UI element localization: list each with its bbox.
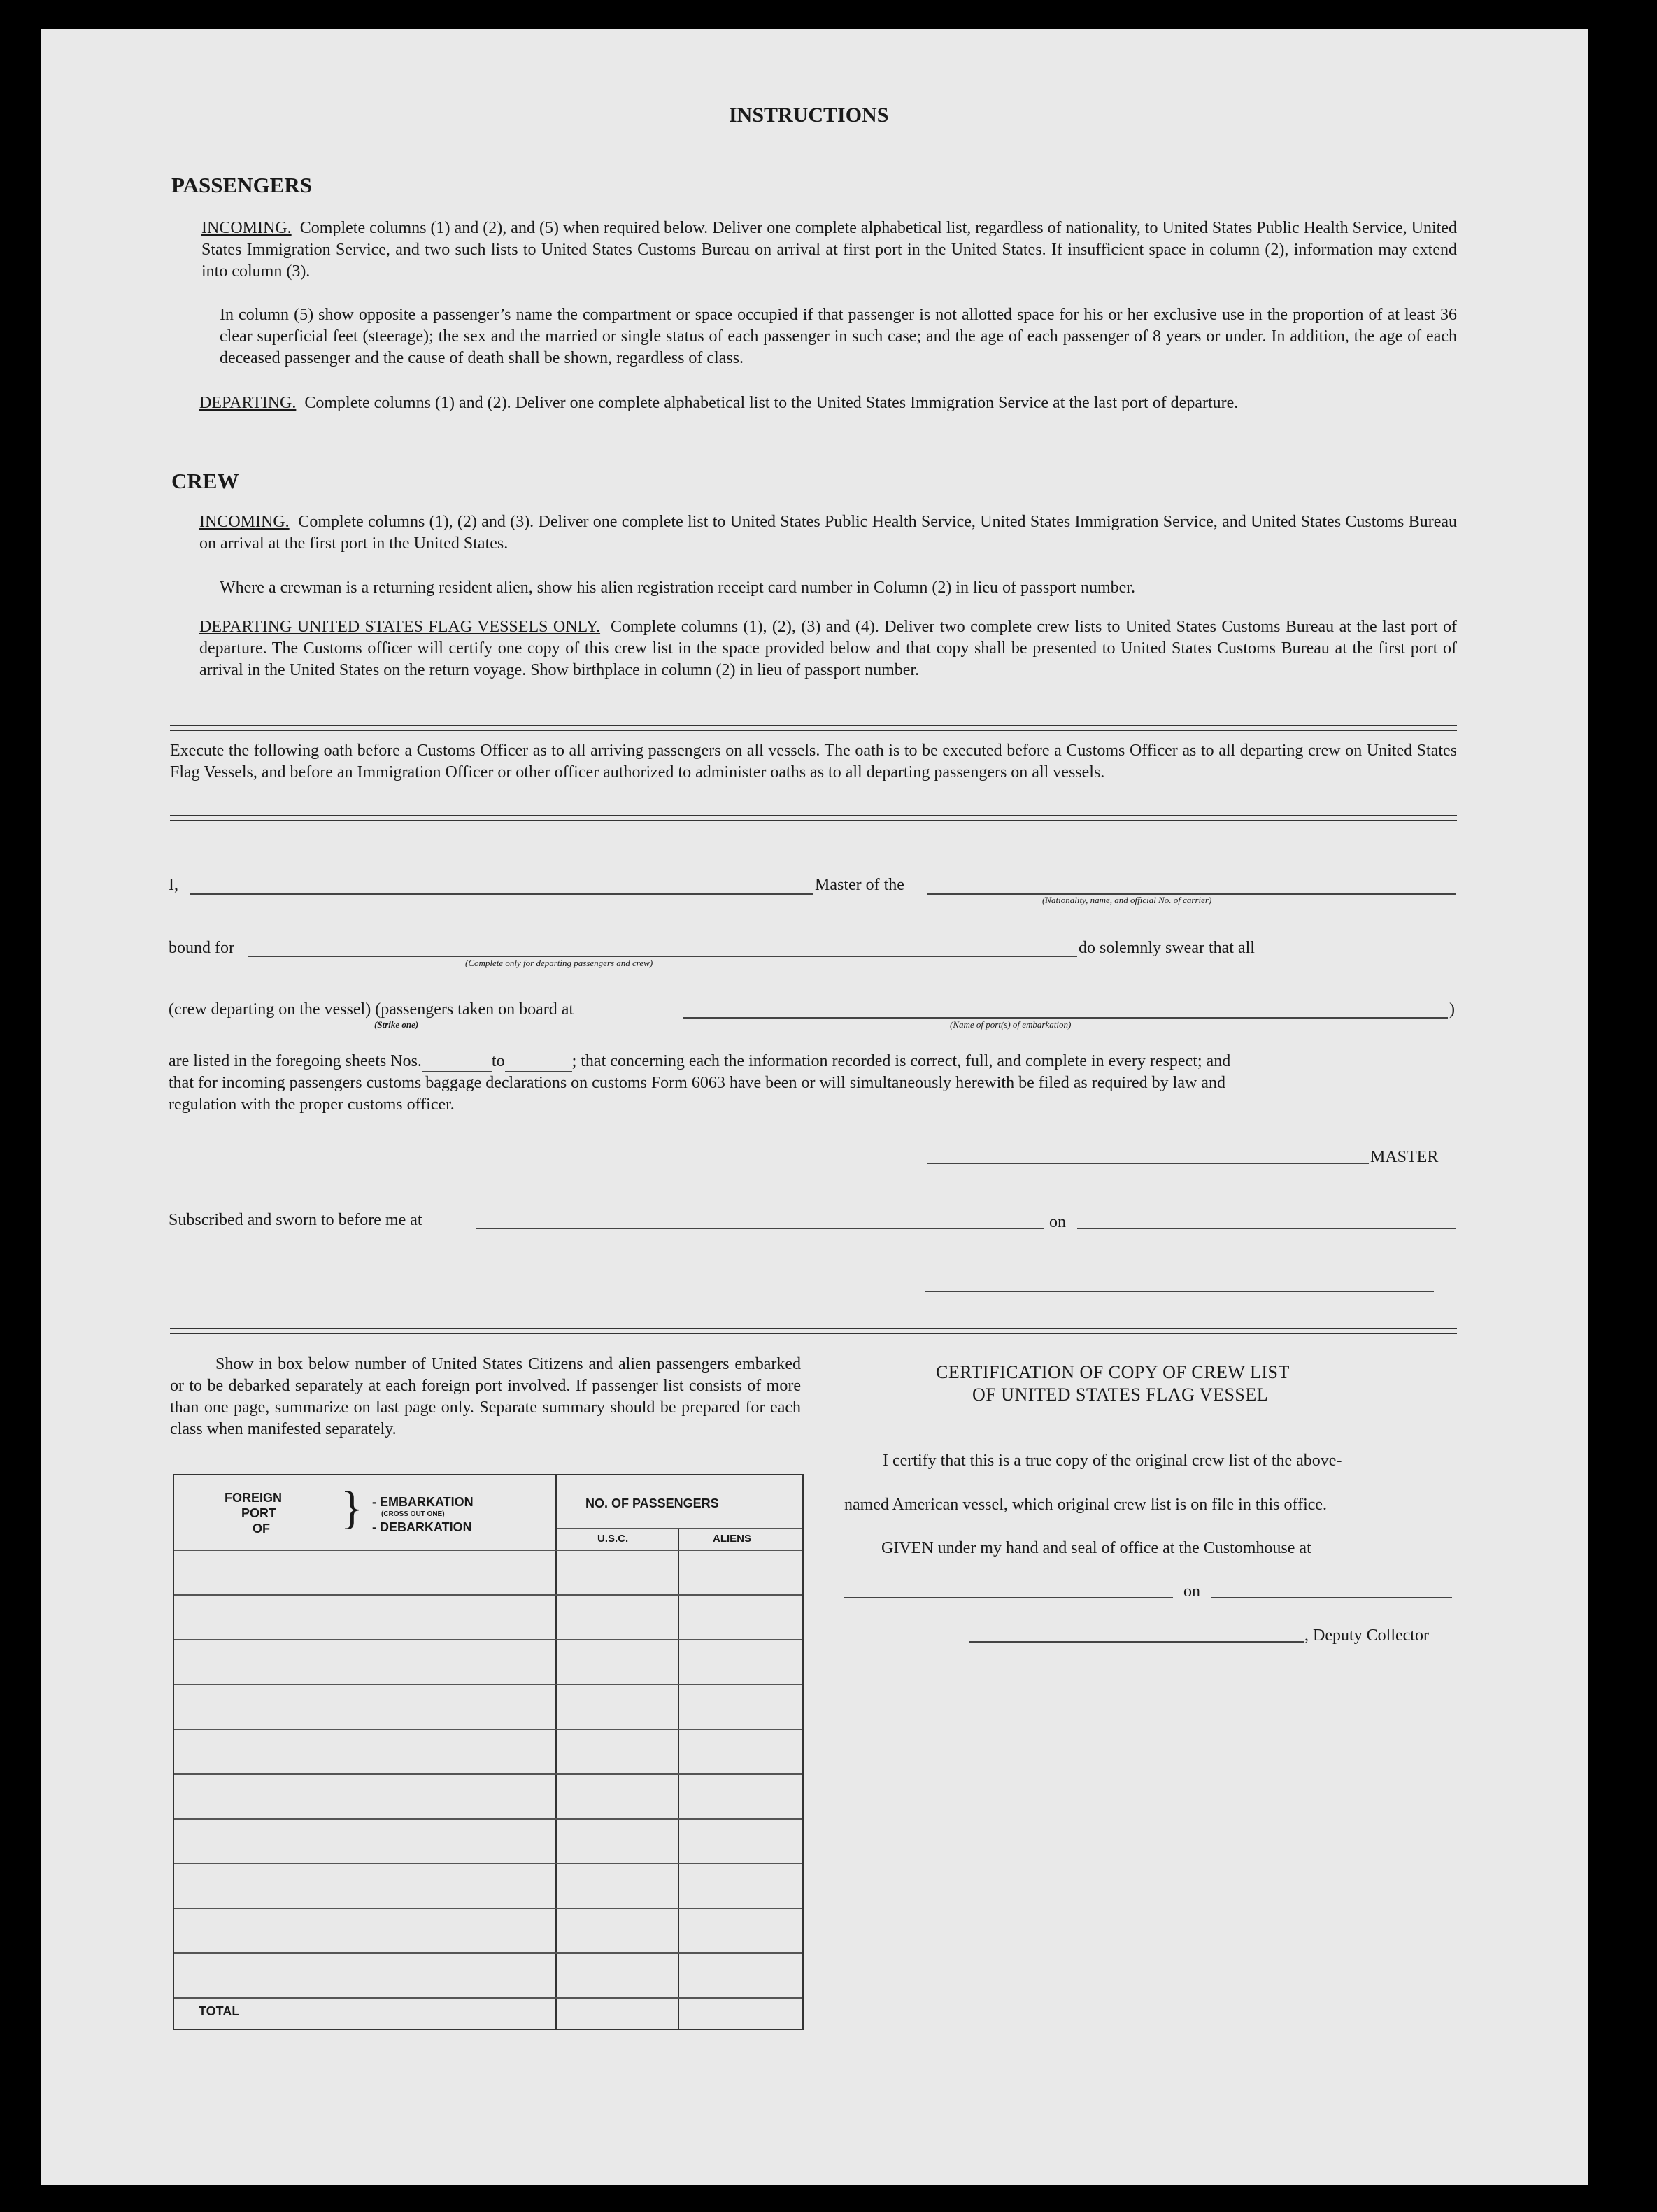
aliens-header: ALIENS xyxy=(713,1533,752,1545)
table-row[interactable] xyxy=(174,1639,802,1640)
table-row[interactable] xyxy=(174,1773,802,1775)
embarkation-port-line[interactable] xyxy=(683,1017,1448,1019)
subscribed-on-label: on xyxy=(1049,1213,1066,1231)
strike-one-caption: (Strike one) xyxy=(374,1019,419,1030)
oath-line2: that for incoming passengers customs baggage declarations on customs Form 6063 have been or will simultaneously herewith be filed as required by law and xyxy=(169,1074,1225,1092)
crew-resident-paragraph: Where a crewman is a returning resident alien, show his alien registration receipt card number in Column (2) in lieu of passport number. xyxy=(220,579,1135,597)
table-row[interactable] xyxy=(174,1908,802,1909)
oath-line3: regulation with the proper customs officer. xyxy=(169,1096,455,1114)
table-row[interactable] xyxy=(174,1684,802,1685)
table-row[interactable] xyxy=(174,1818,802,1820)
table-row[interactable] xyxy=(174,1550,802,1551)
no-passengers-header: NO. OF PASSENGERS xyxy=(585,1496,719,1510)
cross-out-caption: (CROSS OUT ONE) xyxy=(381,1510,445,1518)
crew-incoming-label: INCOMING. xyxy=(199,513,290,531)
master-signature-line[interactable] xyxy=(927,1163,1369,1164)
subscribed-label: Subscribed and sworn to before me at xyxy=(169,1211,422,1229)
passengers-incoming-label: INCOMING. xyxy=(201,219,292,237)
passengers-departing-paragraph xyxy=(199,392,1457,414)
sheet-to-field[interactable] xyxy=(505,1052,572,1072)
swear-text: do solemnly swear that all xyxy=(1079,939,1255,957)
page-title: INSTRUCTIONS xyxy=(729,104,889,127)
divider-rule xyxy=(170,725,1457,726)
table-row[interactable] xyxy=(174,1863,802,1864)
table-row[interactable] xyxy=(174,1997,802,1999)
embarkation-label: - EMBARKATION xyxy=(372,1495,474,1509)
passengers-column5-paragraph: In column (5) show opposite a passenger’s name the compartment or space occupied if that passenger is not allotted space for his or her exclusive use in the proportion of at least 36 clear superficial feet (steerage); the sex and the married or single status of each passenger in such case; and the age of each passenger of 8 years or under. In addition, the age of each deceased passenger and the cause of death shall be shown, regardless of class. xyxy=(220,306,1457,367)
passenger-summary-table xyxy=(173,1474,804,2030)
bound-for-line[interactable] xyxy=(248,956,1077,957)
certification-title-line1: CERTIFICATION OF COPY OF CREW LIST xyxy=(936,1362,1290,1382)
listed-suffix-text: ; that concerning each the information recorded is correct, full, and complete in every respect; and xyxy=(571,1052,1231,1070)
oath-i-label: I, xyxy=(169,876,178,894)
crew-incoming-text: Complete columns (1), (2) and (3). Deliver one complete list to United States Public Health Service, United States Immigration Service, and United States Customs Bureau on arrival at the first port in the United States. xyxy=(199,513,1458,553)
divider-rule xyxy=(170,1333,1457,1334)
col-port-line2: PORT xyxy=(241,1506,277,1520)
oath-instruction-paragraph: Execute the following oath before a Customs Officer as to all arriving passengers on all vessels. The oath is to be executed before a Customs Officer as to all departing crew on United States Flag Vessels, and before an Immigration Officer or other officer authorized to administer oaths as to all departing passengers on all vessels. xyxy=(170,742,1457,781)
col-port-line3: OF xyxy=(253,1522,270,1536)
certification-date-line[interactable] xyxy=(1211,1597,1452,1598)
table-column-divider xyxy=(555,1475,557,2029)
to-label: to xyxy=(491,1052,505,1070)
bound-for-label: bound for xyxy=(169,939,234,957)
table-header-divider xyxy=(557,1528,802,1529)
passengers-departing-label: DEPARTING. xyxy=(199,394,297,412)
sheet-from-field[interactable] xyxy=(422,1052,492,1072)
deputy-collector-label: , Deputy Collector xyxy=(1304,1626,1429,1645)
brace-icon: } xyxy=(341,1482,363,1533)
customhouse-line[interactable] xyxy=(844,1597,1173,1598)
usc-header: U.S.C. xyxy=(597,1533,629,1545)
passengers-departing-text: Complete columns (1) and (2). Deliver one complete alphabetical list to the United States Immigration Service at the last port of departure. xyxy=(304,394,1239,412)
crew-departing-paragraph xyxy=(199,616,1457,681)
total-label: TOTAL xyxy=(199,2004,240,2018)
port-caption: (Name of port(s) of embarkation) xyxy=(950,1019,1072,1030)
certification-on-label: on xyxy=(1183,1582,1200,1601)
divider-rule xyxy=(170,730,1457,731)
subscribed-date-line[interactable] xyxy=(1077,1228,1456,1229)
table-row[interactable] xyxy=(174,1729,802,1730)
summary-instructions: Show in box below number of United States Citizens and alien passengers embarked or to be debarked separately at each foreign port involved. If passenger list consists of more than one page, summarize on last page only. Separate summary should be prepared for each class when manifested separately. xyxy=(170,1355,801,1438)
nationality-caption: (Nationality, name, and official No. of carrier) xyxy=(1042,895,1212,905)
subscribed-place-line[interactable] xyxy=(476,1228,1044,1229)
master-name-line[interactable] xyxy=(190,893,813,895)
crew-departing-text: Complete columns (1), (2), (3) and (4). Deliver two complete crew lists to United States Customs Bureau at the last port of departure. The Customs officer will certify one copy of this crew list in the space provided below and that copy shall be presented to United States Customs Bureau at the first port of arrival in the United States on the return voyage. Show birthplace in column (2) in lieu of passport number. xyxy=(199,618,1457,679)
certification-line2: named American vessel, which original crew list is on file in this office. xyxy=(844,1496,1328,1514)
certification-title-line2: OF UNITED STATES FLAG VESSEL xyxy=(972,1384,1269,1405)
crew-heading: CREW xyxy=(171,469,239,493)
certification-line1: I certify that this is a true copy of the original crew list of the above- xyxy=(883,1452,1342,1470)
deputy-signature-line[interactable] xyxy=(969,1641,1304,1643)
table-row[interactable] xyxy=(174,1952,802,1954)
master-of-the-label: Master of the xyxy=(815,876,904,894)
passengers-heading: PASSENGERS xyxy=(171,173,312,197)
crew-departing-label: DEPARTING UNITED STATES FLAG VESSELS ONLY. xyxy=(199,618,601,636)
crew-incoming-paragraph xyxy=(199,511,1457,555)
bound-for-caption: (Complete only for departing passengers and crew) xyxy=(465,958,653,968)
listed-prefix-text: are listed in the foregoing sheets Nos. xyxy=(169,1052,422,1070)
certification-line3: GIVEN under my hand and seal of office at the Customhouse at xyxy=(881,1539,1311,1557)
col-port-line1: FOREIGN xyxy=(225,1491,283,1505)
divider-rule xyxy=(170,1328,1457,1329)
officer-signature-line[interactable] xyxy=(925,1291,1434,1292)
listed-prefix xyxy=(169,1052,1230,1072)
master-label: MASTER xyxy=(1370,1148,1439,1166)
passengers-incoming-text: Complete columns (1) and (2), and (5) when required below. Deliver one complete alphabetical list, regardless of nationality, to United States Public Health Service, United States Immigration Service, and two such lists to United States Customs Bureau on arrival at first port in the United States. If insufficient space in column (2), information may extend into column (3). xyxy=(201,219,1458,281)
divider-rule xyxy=(170,815,1457,816)
debarkation-label: - DEBARKATION xyxy=(372,1520,472,1534)
divider-rule xyxy=(170,820,1457,821)
passengers-incoming-paragraph xyxy=(201,218,1457,283)
crew-departing-text: (crew departing on the vessel) (passengers taken on board at xyxy=(169,1000,574,1019)
close-paren: ) xyxy=(1449,1000,1455,1019)
table-row[interactable] xyxy=(174,1594,802,1596)
